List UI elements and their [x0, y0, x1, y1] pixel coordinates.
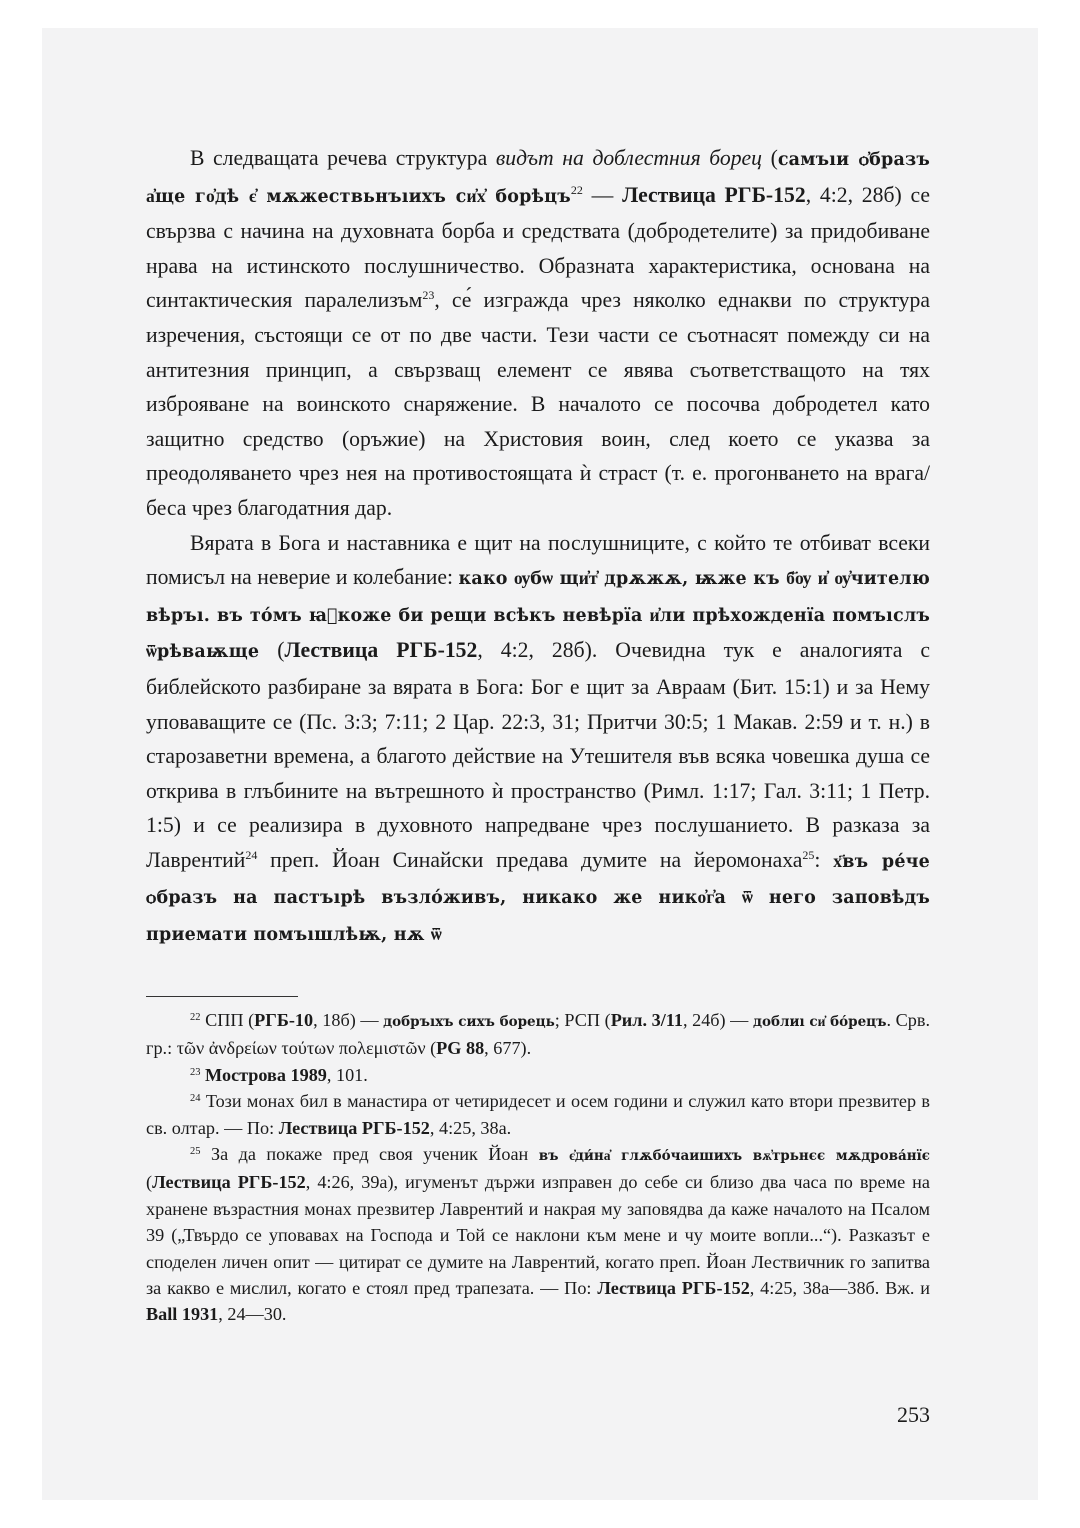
footnote-number: 24	[190, 1093, 201, 1105]
footnotes	[146, 1007, 930, 1328]
paragraph-2: Вярата в Бога и наставника е щит на послушниците, с който те отбиват всеки помисъл на неверие и колебание: како ѹбѡ щи҆т҆ дрѫжѫ, ѭже къ б҃ѹ и҆ ѹ҆чителю вѣръı. въ то́мъ ꙗ҆коже би рещи всѣкъ невѣрїа и҆ли прѣхожденїа помъıслъ ѿрѣваѭще (Лествица РГБ-152, 4:2, 28б). Очевидна тук е аналогията с библейското разбиране за вярата в Бога: Бог е щит за Авраам (Бит. 15:1) и за Нему уповаващите се (Пс. 3:3; 7:11; 2 Цар. 22:3, 31; Притчи 30:5; 1 Макав. 2:59 и т. н.) в старозаветни времена, а благото действие на Утешителя във всяка човешка душа се открива в глъбините на вътрешното ѝ пространство (Римл. 1:17; Гал. 3:11; 1 Петр. 1:5) и се реализира в духовното напредване чрез послушанието. В разказа за Лаврентий$^{24}$ преп. Йоан Синайски предава думите на йеромонаха$^{25}$: х҃въ ре́че ѻбразъ на пастъıрѣ възло́живъ, никако же нико҆г҆а ѿ него заповѣдъ приемати помъıшлѣѭ, нѫ ѿ	[146, 530, 931, 946]
footnote-divider	[146, 996, 298, 997]
page-number: 253	[897, 1402, 930, 1427]
footnote-ref: 22	[570, 182, 583, 197]
footnote-ref: 23	[422, 288, 435, 303]
source-ref: Лествица РГБ-152	[284, 638, 478, 663]
footnote-number: 23	[190, 1066, 201, 1078]
footnote-23: $^{23}$ Мострова 1989, 101.	[190, 1064, 368, 1085]
footnote-ref: 24	[245, 847, 258, 862]
church-slavonic-quote: самъıи ѻ҆бразъ а҆ще го҆дѣ є҆ мѫжествьнъıихъ си҆х҆ борѣцъ	[146, 150, 930, 207]
footnote-ref: 25	[802, 847, 815, 862]
footnote-number: 22	[190, 1012, 201, 1023]
footnote-22: $^{22}$ СПП (РГБ-10, 18б) — добръıхъ сихъ борець; РСП (Рил. 3/11, 24б) — доблиı си҆ бо́рецъ. Срв. гр.: τῶν ἀνδρείων τούτων πολεμιστῶν (PG 88, 677).	[146, 1010, 931, 1059]
church-slavonic-quote: въ є҆ди́на҆ глѫбо́чаишихъ вѫ҆трьнєє мѫдрова́нїє	[538, 1148, 930, 1165]
emphasis: видът на доблестния борец	[495, 146, 763, 170]
church-slavonic-quote: добръıхъ сихъ борець	[383, 1014, 555, 1030]
source-ref: Лествица РГБ-152	[622, 182, 806, 207]
church-slavonic-quote: како ѹбѡ щи҆т҆ дрѫжѫ, ѭже къ б҃ѹ и҆ ѹ҆чителю вѣръı. въ то́мъ ꙗ҆коже би рещи всѣкъ невѣрїа и҆ли прѣхожденїа помъıслъ ѿрѣваѭще	[146, 569, 930, 663]
paragraph-1: В следващата речева структура видът на доблестния борец (самъıи ѻ҆бразъ а҆ще го҆дѣ є҆ мѫжествьнъıихъ си҆х҆ борѣцъ$^{22}$ — Лествица РГБ-152, 4:2, 28б) се свързва с начина на духовната борба и средствата (добродетелите) за придобиване нрава на истинското послушничество. Образната характеристика, основана на синтактическия паралелизъм$^{23}$, се́ изгражда чрез няколко еднакви по структура изречения, състоящи се от по две части. Тези части се съотнасят помежду си на антитезния принцип, а свързващ елемент се явява съответстващото на тях изброяване на воинското снаряжение. В началото се посочва добродетел като защитно средство (оръжие) на Христовия воин, след което се указва за преодоляването чрез нея на противостоящата ѝ страст (т. е. прогонването на врага/беса чрез благодатния дар.	[146, 146, 931, 520]
church-slavonic-quote: х҃въ ре́че ѻбразъ на пастъıрѣ възло́живъ, никако же нико҆г҆а ѿ него заповѣдъ приемати помъıшлѣѭ, нѫ ѿ	[146, 851, 931, 946]
main-text	[146, 141, 930, 953]
footnote-24: $^{24}$ Този монах бил в манастира от четиридесет и осем години и служил като втори презвитер в св. олтар. — По: Лествица РГБ-152, 4:25, 38а.	[146, 1091, 930, 1138]
footnote-number: 25	[190, 1146, 201, 1158]
footnote-25: $^{25}$ За да покаже пред своя ученик Йоан въ є҆ди́на҆ глѫбо́чаишихъ вѫ҆трьнєє мѫдрова́нїє (Лествица РГБ-152, 4:26, 39а), игуменът държи изправен до себе си близо два часа по време на хранене възрастния монах презвитер Лаврентий и накрая му заповядва да каже началото на Псалом 39 („Твърдо се уповавах на Господа и Той се наклони към мене и чу моите вопли...“). Разказът е споделен личен опит — цитират се думите на Лаврентий, когато преп. Йоан Лествичник го запитва за какво е мислил, когато е стоял пред трапезата. — По: Лествица РГБ-152, 4:25, 38а—38б. Вж. и Ball 1931, 24—30.	[146, 1144, 930, 1325]
church-slavonic-quote: доблиı си҆ бо́рецъ	[752, 1014, 887, 1030]
